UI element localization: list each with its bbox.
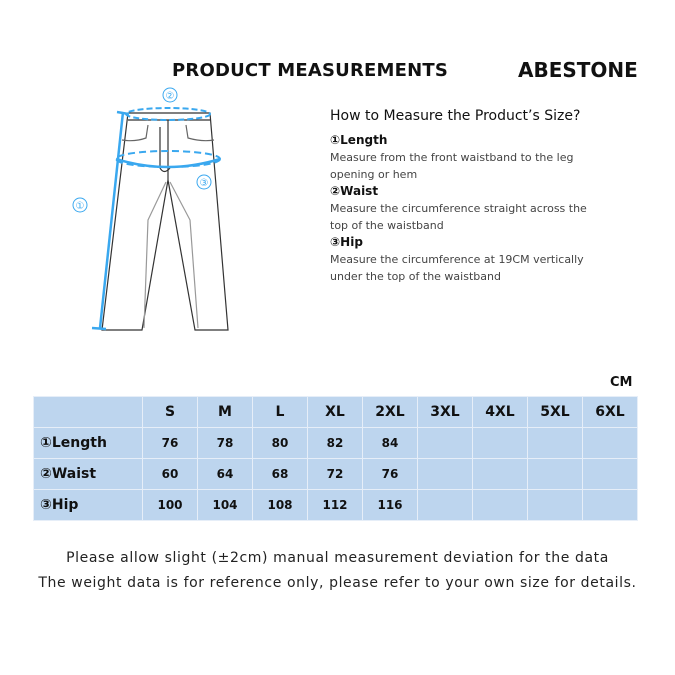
size-table bbox=[33, 396, 638, 521]
guide-heading: How to Measure the Product’s Size? bbox=[330, 108, 581, 124]
header-cell: 6XL bbox=[583, 397, 638, 428]
brand-logo: ABESTONE bbox=[518, 58, 638, 82]
table-cell: 82 bbox=[308, 428, 363, 459]
table-cell: 104 bbox=[198, 490, 253, 521]
guide-item-length bbox=[330, 132, 590, 183]
table-row bbox=[34, 459, 638, 490]
table-cell bbox=[418, 490, 473, 521]
guide-item-waist bbox=[330, 183, 590, 234]
row-label: ②Waist bbox=[34, 459, 143, 490]
table-header-row bbox=[34, 397, 638, 428]
table-cell bbox=[473, 459, 528, 490]
table-row bbox=[34, 490, 638, 521]
table-cell: 112 bbox=[308, 490, 363, 521]
pants-diagram bbox=[60, 80, 260, 340]
note-deviation: Please allow slight (±2cm) manual measurement deviation for the data bbox=[66, 550, 609, 566]
measure-lines bbox=[92, 108, 220, 329]
header-cell: 5XL bbox=[528, 397, 583, 428]
table-cell: 60 bbox=[143, 459, 198, 490]
guide-item-hip bbox=[330, 234, 590, 285]
header-cell: L bbox=[253, 397, 308, 428]
header-cell: 4XL bbox=[473, 397, 528, 428]
header-cell: 2XL bbox=[363, 397, 418, 428]
header-cell: M bbox=[198, 397, 253, 428]
marker-waist: ② bbox=[165, 91, 175, 102]
table-cell bbox=[528, 459, 583, 490]
header-cell: S bbox=[143, 397, 198, 428]
table-cell: 116 bbox=[363, 490, 418, 521]
table-cell: 76 bbox=[143, 428, 198, 459]
table-cell: 72 bbox=[308, 459, 363, 490]
table-cell bbox=[418, 459, 473, 490]
table-cell bbox=[528, 490, 583, 521]
marker-hip: ③ bbox=[199, 178, 209, 189]
table-cell: 84 bbox=[363, 428, 418, 459]
table-row bbox=[34, 428, 638, 459]
table-cell: 78 bbox=[198, 428, 253, 459]
table-cell bbox=[583, 428, 638, 459]
header-cell: 3XL bbox=[418, 397, 473, 428]
page-title: PRODUCT MEASUREMENTS bbox=[172, 60, 449, 81]
row-label: ③Hip bbox=[34, 490, 143, 521]
guide-desc: Measure the circumference at 19CM vertically under the top of the waistband bbox=[330, 253, 584, 283]
header-cell-empty bbox=[34, 397, 143, 428]
table-cell: 64 bbox=[198, 459, 253, 490]
guide-desc: Measure from the front waistband to the leg opening or hem bbox=[330, 151, 574, 181]
table-cell: 68 bbox=[253, 459, 308, 490]
table-cell bbox=[473, 490, 528, 521]
marker-length: ① bbox=[75, 201, 85, 212]
guide-label: ②Waist bbox=[330, 184, 379, 198]
guide-label: ③Hip bbox=[330, 235, 363, 249]
table-cell bbox=[528, 428, 583, 459]
table-cell bbox=[418, 428, 473, 459]
table-cell: 80 bbox=[253, 428, 308, 459]
table-cell: 100 bbox=[143, 490, 198, 521]
table-cell: 108 bbox=[253, 490, 308, 521]
table-cell bbox=[583, 490, 638, 521]
table-cell bbox=[583, 459, 638, 490]
unit-label: CM bbox=[610, 375, 633, 390]
note-reference: The weight data is for reference only, please refer to your own size for details. bbox=[38, 575, 637, 591]
header-cell: XL bbox=[308, 397, 363, 428]
row-label: ①Length bbox=[34, 428, 143, 459]
table-cell: 76 bbox=[363, 459, 418, 490]
guide-label: ①Length bbox=[330, 133, 388, 147]
guide-desc: Measure the circumference straight across the top of the waistband bbox=[330, 202, 587, 232]
table-cell bbox=[473, 428, 528, 459]
